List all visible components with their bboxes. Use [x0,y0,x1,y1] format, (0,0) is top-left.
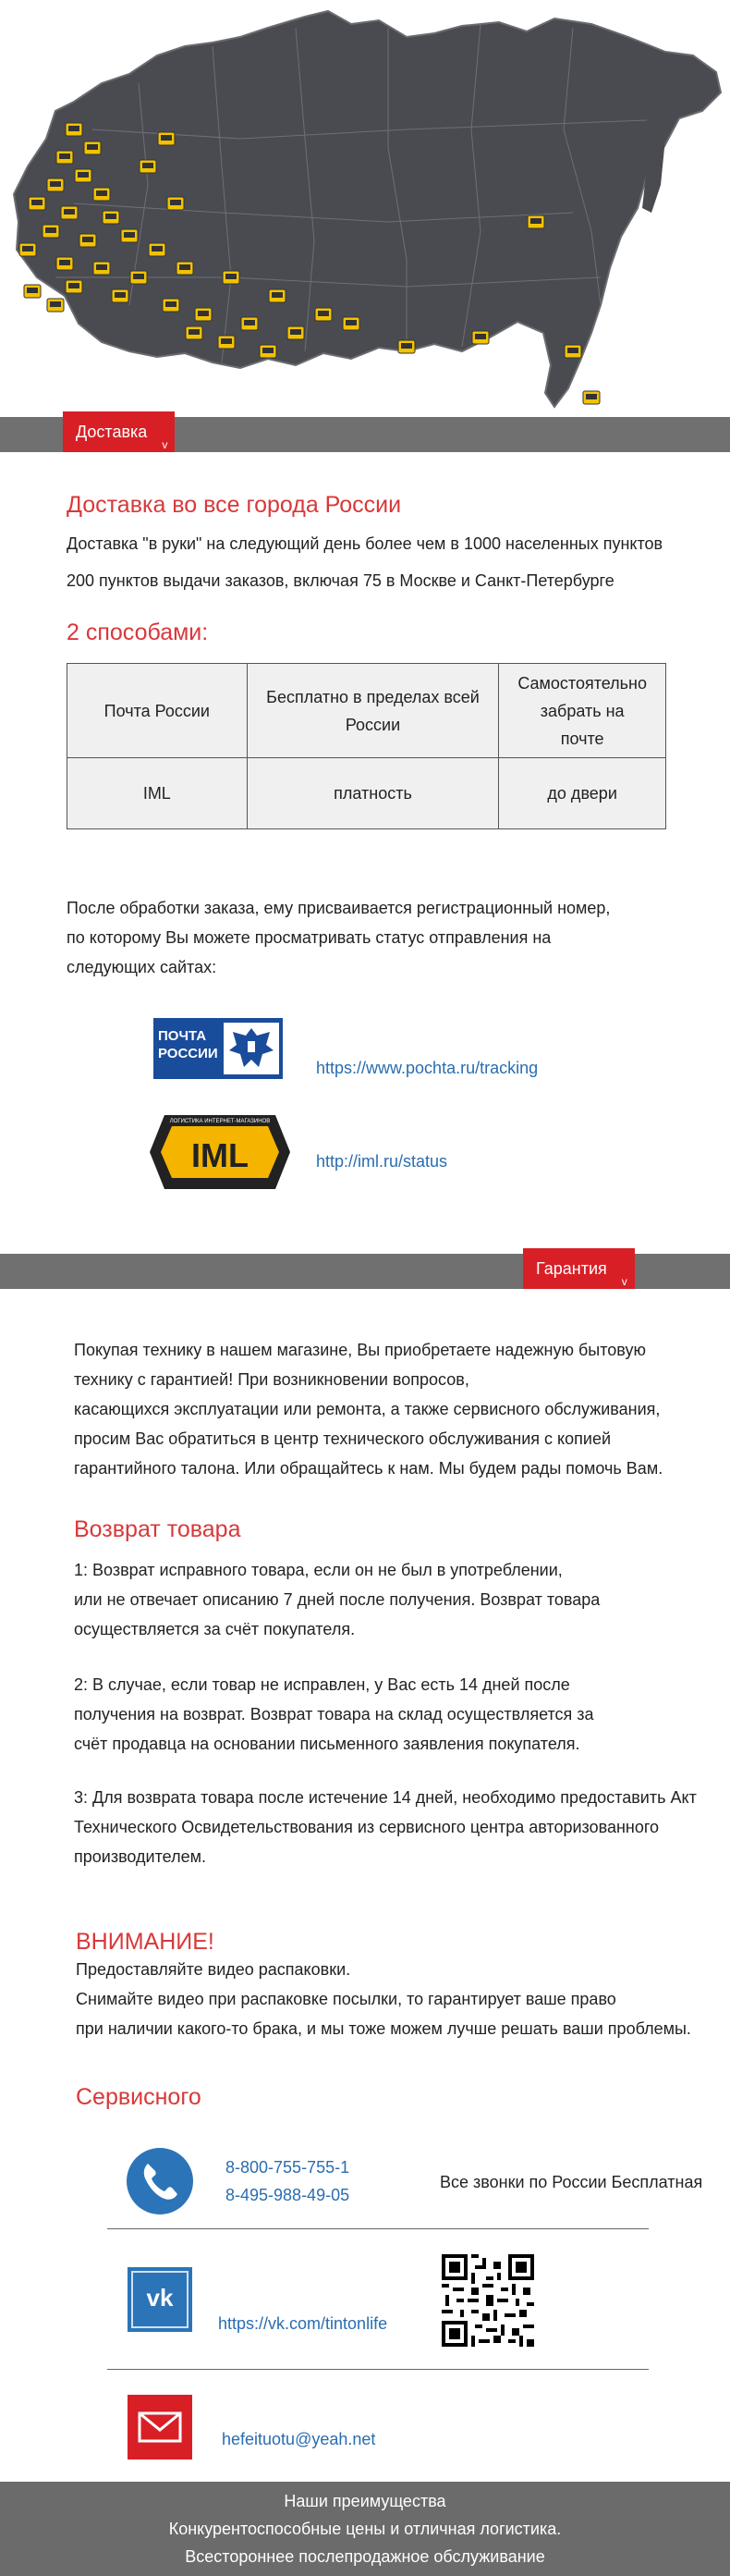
table-cell: Бесплатно в пределах всей России [247,664,499,758]
tab-delivery[interactable] [63,411,175,452]
chevron-down-icon: v [621,1275,627,1288]
footer [0,2482,730,2576]
table-row [67,758,666,829]
iml-tracking-link[interactable]: http://iml.ru/status [316,1152,448,1171]
return-paragraph-2: 2: В случае, если товар не исправлен, у Вас есть 14 дней после получения на возврат. Возврат товара на склад осуществляется за счёт продавца на основании письменного заявления покупателя. [74,1675,594,1753]
attention-text: Предоставляйте видео распаковки. Снимайте видео при распаковке посылки, то гарантирует ваше право при наличии какого-то брака, и мы тоже можем лучше решать ваши проблемы. [76,1960,691,2038]
divider [107,2228,649,2229]
iml-logo [146,1108,294,1196]
table-cell: Почта России [67,664,248,758]
eagle-emblem-icon [224,1023,279,1074]
phone-icon [126,2147,194,2215]
map-graphic [0,0,730,418]
phone-note: Все звонки по России Бесплатная [440,2173,703,2191]
email-link[interactable]: hefeituotu@yeah.net [222,2430,376,2448]
phone-number-2[interactable]: 8-495-988-49-05 [225,2186,350,2204]
pochta-logo: ПОЧТА РОССИИ [153,1018,283,1079]
tab-warranty[interactable] [523,1248,635,1289]
return-paragraph-3: 3: Для возврата товара после истечение 14 дней, необходимо предоставить Акт Технического Освидетельствования из сервисного центра авторизованного производителем. [74,1788,697,1866]
table-cell: до двери [499,758,666,829]
footer-line-1: Наши преимущества [284,2492,446,2510]
russia-delivery-map [0,0,730,418]
methods-title: 2 способами: [67,619,209,645]
svg-text:ЛОГИСТИКА ИНТЕРНЕТ-МАГАЗИНОВ: ЛОГИСТИКА ИНТЕРНЕТ-МАГАЗИНОВ [169,1119,271,1124]
svg-text:IML: IML [191,1136,249,1174]
table-cell: IML [67,758,248,829]
table-cell: платность [247,758,499,829]
tracking-text: После обработки заказа, ему присваивается регистрационный номер, по которому Вы можете просматривать статус отправления на следующих сайтах: [67,899,611,976]
delivery-title: Доставка во все города России [67,492,402,518]
footer-line-3: Всестороннее послепродажное обслуживание [185,2547,545,2566]
tab-delivery-label: Доставка [76,423,148,441]
footer-line-2: Конкурентоспособные цены и отличная логистика. [168,2520,562,2538]
service-title: Сервисного [76,2084,201,2110]
tab-warranty-label: Гарантия [536,1259,607,1278]
vk-link[interactable]: https://vk.com/tintonlife [218,2314,388,2333]
divider [107,2369,649,2370]
delivery-line-2: 200 пунктов выдачи заказов, включая 75 в Москве и Санкт-Петербурге [67,571,614,590]
delivery-line-1: Доставка "в руки" на следующий день более чем в 1000 населенных пунктов [67,534,663,553]
vk-icon: vk [128,2267,192,2332]
return-title: Возврат товара [74,1516,241,1542]
phone-number-1[interactable]: 8-800-755-755-1 [225,2158,350,2177]
warranty-intro: Покупая технику в нашем магазине, Вы приобретаете надежную бытовую технику с гарантией! При возникновении вопросов, касающихся эксплуатации или ремонта, а также сервисного обслуживания, просим Вас обратиться в центр технического обслуживания с копией гарантийного талона. Или обращайтесь к нам. Мы будем рады помочь Вам. [74,1341,663,1478]
chevron-down-icon: v [162,438,168,451]
table-cell: Самостоятельно забрать на почте [499,664,666,758]
return-paragraph-1: 1: Возврат исправного товара, если он не был в употреблении, или не отвечает описанию 7 дней после получения. Возврат товара осуществляется за счёт покупателя. [74,1561,601,1638]
pochta-tracking-link[interactable]: https://www.pochta.ru/tracking [316,1059,539,1077]
table-row [67,664,666,758]
attention-title: ВНИМАНИЕ! [76,1929,214,1955]
qr-code [442,2254,534,2347]
delivery-methods-table [67,663,666,829]
mail-icon [128,2395,192,2459]
